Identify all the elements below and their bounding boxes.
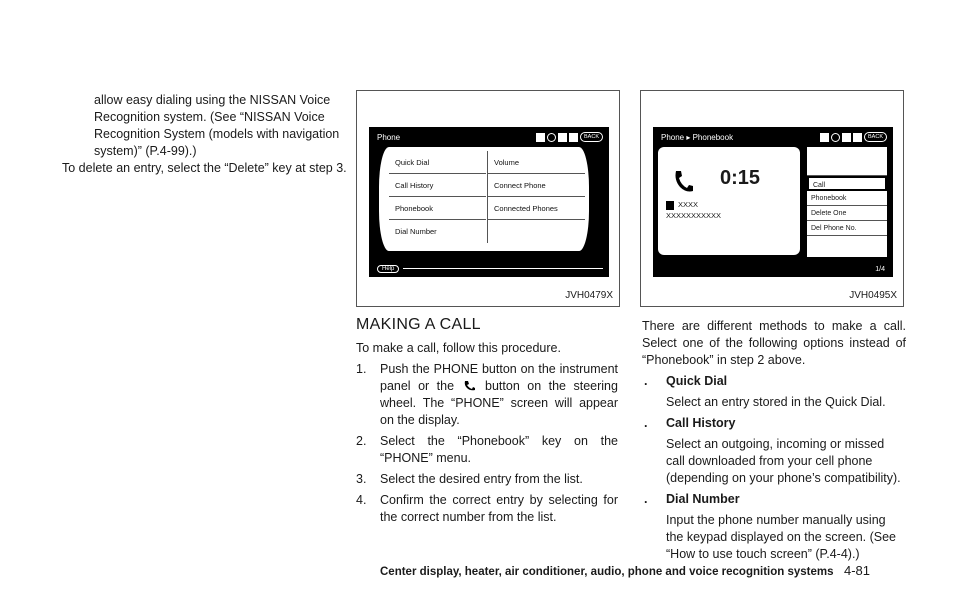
section-heading: MAKING A CALL (356, 316, 481, 333)
call-history-button[interactable]: Call History (389, 174, 486, 197)
call-panel (658, 147, 800, 255)
option-call-history: . Call History Select an outgoing, incoming or missed call downloaded from your cell phone (depending on your phone’s compatibility). (642, 415, 906, 487)
divider (403, 268, 603, 269)
bluetooth-icon (820, 133, 829, 142)
option-quick-dial: . Quick Dial Select an entry stored in the Quick Dial. (642, 373, 906, 411)
back-button[interactable]: BACK (580, 132, 603, 142)
page-number: 4-81 (843, 563, 870, 578)
phonebook-option[interactable]: Phonebook (807, 191, 887, 206)
phone-screen-figure (356, 90, 620, 307)
page-footer (380, 562, 870, 580)
figure-id: JVH0495X (849, 290, 897, 301)
step-text-cont: button on the steering wheel. The “PHONE” screen will appear on the display. (380, 379, 618, 427)
option-title: Dial Number (666, 492, 740, 506)
battery-icon (842, 133, 851, 142)
list-spacer (807, 147, 887, 176)
option-title: Quick Dial (666, 374, 728, 388)
bluetooth-icon (536, 133, 545, 142)
back-button[interactable]: BACK (864, 132, 887, 142)
section-intro: To make a call, follow this procedure. (356, 341, 561, 355)
right-menu (487, 151, 585, 243)
signal-icon (853, 133, 862, 142)
phonebook-button[interactable]: Phonebook (389, 197, 486, 220)
dial-number-button[interactable]: Dial Number (395, 227, 437, 236)
phonebook-options (807, 147, 887, 257)
option-desc: Input the phone number manually using the keypad displayed on the screen. (See “How to use touch screen” (P.4-4).) (666, 513, 897, 561)
delete-one-option[interactable]: Delete One (807, 206, 887, 221)
step-text: Select the desired entry from the list. (380, 472, 583, 486)
option-dial-number: . Dial Number Input the phone number manually using the keypad displayed on the screen. (See “How to use touch screen” (P.4-4).) (642, 491, 906, 563)
phone-screen (369, 127, 609, 277)
status-bar (657, 131, 889, 144)
step-number: 2. (356, 434, 367, 448)
step-text: Push the PHONE button on the instrument panel or the (380, 362, 618, 393)
left-column (62, 92, 348, 177)
option-desc: Select an entry stored in the Quick Dial. (666, 395, 886, 409)
left-menu (389, 151, 486, 243)
contact-icon (666, 201, 674, 210)
step-4 (356, 492, 618, 526)
phonebook-screen-figure (640, 90, 904, 307)
phone-status-icon (547, 133, 556, 142)
step-number: 1. (356, 362, 367, 376)
status-bar (373, 131, 605, 144)
step-number: 3. (356, 472, 367, 486)
empty-button[interactable] (488, 220, 585, 243)
options-intro: There are different methods to make a call. Select one of the following options instead of “Phonebook” in step 2 above. (642, 319, 906, 367)
footer-title: Center display, heater, air conditioner, audio, phone and voice recognition systems (380, 566, 834, 578)
call-timer: 0:15 (720, 167, 761, 189)
contact-name: XXXX (678, 200, 699, 209)
help-button[interactable]: Help (377, 265, 399, 273)
page-indicator: 1/4 (875, 266, 885, 273)
option-title: Call History (666, 416, 736, 430)
quick-dial-button[interactable]: Quick Dial (389, 151, 486, 174)
step-2 (356, 433, 618, 467)
volume-button[interactable]: Volume (488, 151, 585, 174)
step-3 (356, 471, 618, 488)
handset-icon (672, 169, 694, 195)
step-number: 4. (356, 493, 367, 507)
phone-status-icon (831, 133, 840, 142)
figure-id: JVH0479X (565, 290, 613, 301)
connect-phone-button[interactable]: Connect Phone (488, 174, 585, 197)
del-phone-no-option[interactable]: Del Phone No. (807, 221, 887, 236)
delete-note: To delete an entry, select the “Delete” key at step 3. (62, 161, 347, 175)
continued-text: allow easy dialing using the NISSAN Voice Recognition system. (See “NISSAN Voice Recognition System (models with navigation system)” (P.4-99).) (94, 93, 340, 158)
connected-phones-button[interactable]: Connected Phones (488, 197, 585, 220)
step-1 (356, 361, 618, 429)
screen-title: Phone ▸ Phonebook (661, 133, 734, 142)
contact-number: XXXXXXXXXXX (666, 211, 722, 220)
steering-phone-icon (462, 379, 478, 391)
middle-column (356, 340, 618, 526)
right-column (642, 318, 906, 563)
signal-icon (569, 133, 578, 142)
screen-title: Phone (377, 133, 401, 142)
step-text: Confirm the correct entry by selecting for the correct number from the list. (380, 493, 618, 524)
battery-icon (558, 133, 567, 142)
option-desc: Select an outgoing, incoming or missed call downloaded from your cell phone (depending on your phone’s compatibility). (666, 437, 901, 485)
step-text: Select the “Phonebook” key on the “PHONE” menu. (380, 434, 618, 465)
phonebook-screen (653, 127, 893, 277)
call-option[interactable]: Call (807, 176, 887, 191)
phone-menu-panel (379, 147, 589, 251)
